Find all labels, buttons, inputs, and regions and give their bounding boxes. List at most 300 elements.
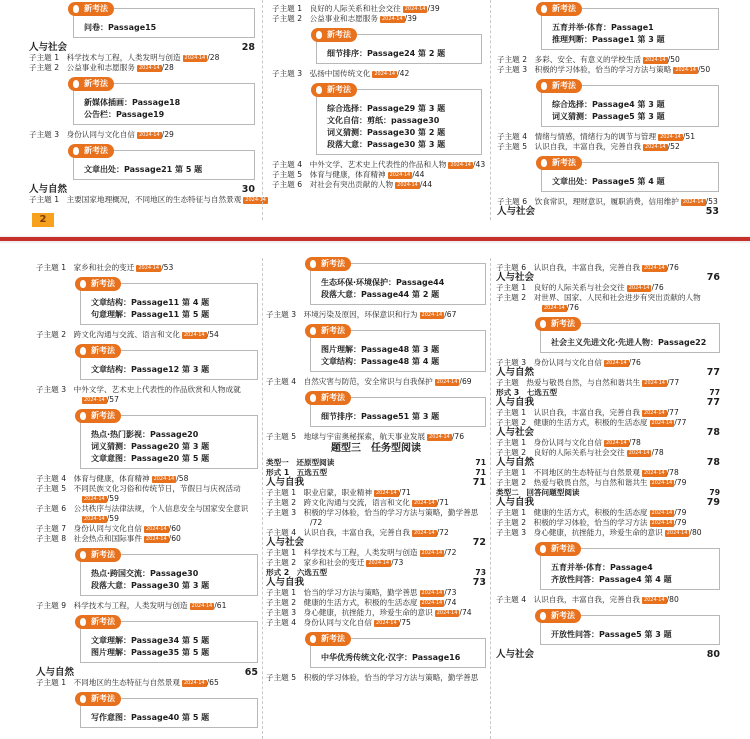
toc-section-entry (496, 273, 720, 283)
entry-page: 77 (706, 397, 720, 408)
entry-title: 子主题 1 职业启蒙，职业精神 (266, 488, 372, 497)
toc-topic-entry (496, 283, 720, 293)
toc-topic-entry (266, 618, 486, 628)
new-method-box (80, 411, 258, 469)
new-method-item: 文章结构：Passage48 第 4 题 (321, 357, 440, 366)
new-method-box (310, 393, 486, 427)
new-method-tag: 新考法 (536, 156, 582, 170)
exam-badge: 2024·14 (421, 311, 443, 318)
entry-title: 人与自我 (496, 397, 535, 408)
entry-title: 子主题 2 健康的生活方式，积极的生活态度 (266, 598, 418, 607)
new-method-box (541, 158, 719, 192)
entry-page: /50 (698, 65, 711, 74)
entry-page: /76 (451, 432, 465, 441)
new-method-tag: 新考法 (305, 324, 351, 338)
entry-page: 28 (241, 42, 255, 53)
new-method-box (80, 550, 258, 596)
exam-badge: 2024·14 (643, 409, 665, 416)
entry-title: 子主题 4 自然灾害与防范，安全常识与自我保护 (266, 377, 433, 386)
toc-page-bottom (0, 243, 750, 739)
entry-title: 子主题 5 不同民族文化习俗和传统节日，节假日与庆祝活动 (36, 484, 241, 493)
entry-title: 子主题 1 科学技术与工程，人类发明与创造 (266, 548, 418, 557)
new-method-item: 中华优秀传统文化·汉字：Passage16 (321, 653, 461, 662)
entry-title: 人与自然 (496, 367, 535, 378)
toc-topic-entry (36, 514, 258, 524)
new-method-tag: 新考法 (536, 2, 582, 16)
new-method-item: 综合选择：Passage4 第 3 题 (552, 100, 665, 109)
exam-badge: 2024·14 (436, 378, 458, 385)
entry-page: 30 (241, 184, 255, 195)
new-method-box (310, 634, 486, 668)
toc-topic-entry (29, 195, 266, 205)
exam-badge: 2024·14 (628, 284, 650, 291)
new-method-item: 五育并举·体育：Passage1 (552, 23, 654, 32)
toc-topic-entry (266, 588, 486, 598)
entry-page: /44 (412, 170, 425, 179)
toc-topic-entry (272, 4, 482, 14)
new-method-item: 细节排序：Passage24 第 2 题 (327, 49, 446, 58)
exam-badge: 2024·14 (138, 264, 160, 271)
new-method-box (80, 346, 258, 380)
entry-title: 类型二 回答问题型阅读 (496, 488, 580, 497)
entry-page: /77 (666, 408, 679, 417)
entry-title: 子主题 1 健康的生活方式，积极的生活态度 (496, 508, 648, 517)
entry-title: 子主题 1 恰当的学习方法与策略，勤学善思 (266, 588, 418, 597)
entry-page: /59 (106, 494, 119, 503)
new-method-item: 推理判断：Passage1 第 3 题 (552, 35, 665, 44)
new-method-tag: 新考法 (536, 79, 582, 93)
toc-topic-entry (497, 55, 719, 65)
entry-page: /80 (689, 528, 702, 537)
exam-badge: 2024·14 (675, 66, 696, 73)
new-method-box (316, 30, 482, 64)
toc-section-entry (266, 578, 486, 588)
entry-title: 子主题 6 认识自我，丰富自我，完善自我 (496, 263, 640, 272)
entry-title: 子主题 1 认识自我，丰富自我，完善自我 (496, 408, 640, 417)
new-method-tag: 新考法 (535, 317, 581, 331)
new-method-tag: 新考法 (311, 83, 357, 97)
exam-badge: 2024·14 (651, 519, 673, 526)
entry-title: 人与社会 (29, 42, 68, 53)
entry-title: 子主题 热爱与敬畏自然，与自然和谐共生 (496, 378, 641, 387)
toc-topic-entry (36, 474, 258, 484)
toc-topic-entry (497, 132, 719, 142)
new-method-item: 文章出处：Passage5 第 4 题 (552, 177, 665, 186)
entry-title: 子主题 5 认识自我，丰富自我，完善自我 (497, 142, 641, 151)
entry-title: 子主题 3 中外文学、艺术史上代表性的作品欣赏和人物成就 (36, 385, 241, 394)
new-method-box (540, 319, 720, 353)
entry-page: /57 (106, 395, 119, 404)
entry-title: 类型一 还原型阅读 (266, 458, 335, 467)
entry-title: 子主题 1 不同地区的生态特征与自然景观 (36, 678, 180, 687)
toc-topic-entry (36, 524, 258, 534)
entry-page: /58 (176, 474, 189, 483)
entry-title: 子主题 4 身份认同与文化自信 (266, 618, 372, 627)
new-method-box (540, 611, 720, 645)
toc-type-entry (266, 458, 486, 468)
entry-page: 71 (475, 468, 486, 477)
entry-page: 78 (706, 427, 720, 438)
column-divider (490, 258, 491, 739)
entry-title: 子主题 2 跨文化沟通与交流、语言和文化 (36, 330, 180, 339)
entry-title: 子主题 3 积极的学习体验，恰当的学习方法与策略 (497, 65, 672, 74)
toc-topic-entry (266, 432, 486, 442)
toc-column-3 (496, 263, 720, 660)
toc-topic-entry (496, 408, 720, 418)
entry-page: /73 (391, 558, 404, 567)
entry-page: /52 (667, 142, 680, 151)
entry-page: /76 (628, 358, 641, 367)
entry-page: 80 (706, 649, 720, 660)
toc-topic-entry (497, 142, 719, 152)
exam-badge: 2024·14 (651, 419, 673, 426)
entry-title: 子主题 6 公共秩序与法律法规，个人信息安全与国家安全意识 (36, 504, 249, 513)
toc-topic-entry (36, 534, 258, 544)
new-method-box (540, 544, 720, 590)
entry-page: 71 (475, 458, 486, 467)
toc-topic-entry (266, 498, 486, 508)
entry-title: 形式 3 七选五型 (496, 388, 558, 397)
exam-badge: 2024·14 (184, 54, 206, 61)
toc-topic-entry (496, 438, 720, 448)
entry-page: /59 (106, 514, 119, 523)
entry-page: /72 (444, 548, 457, 557)
toc-section-entry (496, 368, 720, 378)
new-method-tag: 新考法 (75, 409, 121, 423)
toc-topic-entry (496, 468, 720, 478)
new-method-tag: 新考法 (75, 615, 121, 629)
exam-badge: 2024·14 (404, 5, 426, 12)
exam-badge: 2024·14 (644, 56, 666, 63)
exam-badge: 2024·14 (421, 549, 443, 556)
exam-badge: 2024·14 (84, 515, 105, 522)
toc-topic-entry (266, 558, 486, 568)
toc-section-entry (36, 668, 258, 678)
entry-title: 子主题 2 对世界、国家、人民和社会进步有突出贡献的人物 (496, 293, 701, 302)
entry-page: /78 (666, 468, 679, 477)
new-method-item: 细节排序：Passage51 第 3 题 (321, 412, 440, 421)
entry-page: 79 (709, 488, 720, 497)
new-method-item: 词义猜测：Passage5 第 3 题 (552, 112, 665, 121)
exam-badge: 2024·14 (421, 599, 443, 606)
exam-badge: 2024·14 (138, 131, 160, 138)
entry-title: 子主题 1 科学技术与工程，人类发明与创造 (29, 53, 181, 62)
entry-page: /78 (628, 438, 641, 447)
new-method-item: 生态环保·环境保护：Passage44 (321, 278, 445, 287)
entry-page: /76 (666, 263, 679, 272)
entry-page: /67 (444, 310, 457, 319)
new-method-tag: 新考法 (75, 277, 121, 291)
entry-page: /60 (168, 534, 181, 543)
exam-badge: 2024·14 (84, 396, 105, 403)
new-method-item: 段落大意：Passage44 第 2 题 (321, 290, 440, 299)
entry-title: 子主题 4 体育与健康，体育精神 (36, 474, 150, 483)
toc-topic-entry (496, 595, 720, 605)
entry-title: 人与自我 (266, 477, 305, 488)
new-method-box (80, 694, 258, 728)
entry-title: 子主题 3 身份认同与文化自信 (496, 358, 602, 367)
toc-topic-entry (496, 303, 720, 313)
new-method-item: 词义猜测：Passage20 第 3 题 (91, 442, 210, 451)
entry-page: /72 (310, 518, 323, 527)
new-method-item: 文化自信：剪纸：passage30 (327, 116, 440, 125)
entry-title: 形式 1 五选五型 (266, 468, 328, 477)
entry-title: 子主题 3 身心健康，抗挫能力，珍爱生命的意识 (496, 528, 663, 537)
new-method-tag: 新考法 (305, 257, 351, 271)
toc-topic-entry (36, 330, 258, 340)
entry-page: /71 (436, 498, 449, 507)
entry-page: 53 (705, 206, 719, 217)
new-method-item: 文章结构：Passage11 第 4 题 (91, 298, 210, 307)
new-method-item: 开放性问答：Passage5 第 3 题 (551, 630, 672, 639)
entry-page: /28 (207, 53, 220, 62)
exam-badge: 2024·14 (643, 264, 665, 271)
exam-badge: 2024·14 (145, 525, 167, 532)
toc-topic-entry (29, 130, 255, 140)
new-method-item: 词义猜测：Passage30 第 2 题 (327, 128, 446, 137)
page-divider (0, 237, 750, 241)
entry-page: 73 (475, 568, 486, 577)
entry-title: 子主题 3 身份认同与文化自信 (29, 130, 135, 139)
exam-badge: 2024·14 (643, 596, 665, 603)
entry-title: 子主题 2 公益事业和志愿服务 (272, 14, 378, 23)
toc-topic-entry (36, 395, 258, 405)
toc-topic-entry (266, 673, 486, 683)
entry-title: 子主题 1 家乡和社会的变迁 (36, 263, 135, 272)
question-type-heading: 题型三 任务型阅读 (331, 443, 421, 454)
toc-topic-entry (36, 601, 258, 611)
new-method-tag: 新考法 (68, 2, 114, 16)
toc-topic-entry (29, 53, 255, 63)
entry-title: 子主题 2 热爱与敬畏自然，与自然和谐共生 (496, 478, 648, 487)
entry-title: 人与社会 (497, 206, 536, 217)
toc-topic-entry (496, 518, 720, 528)
new-method-item: 句意理解：Passage11 第 5 题 (91, 310, 210, 319)
entry-page: /60 (168, 524, 181, 533)
new-method-box (316, 85, 482, 155)
exam-badge: 2024·14 (450, 161, 471, 168)
toc-topic-entry (36, 678, 258, 688)
entry-title: 人与自我 (266, 577, 305, 588)
toc-topic-entry (29, 63, 255, 73)
entry-title: 子主题 2 公益事业和志愿服务 (29, 63, 135, 72)
new-method-item: 写作意图：Passage40 第 5 题 (91, 713, 210, 722)
toc-column-2 (272, 4, 486, 190)
exam-badge: 2024·14 (368, 559, 390, 566)
entry-title: 子主题 6 对社会有突出贡献的人物 (272, 180, 394, 189)
new-method-tag: 新考法 (535, 609, 581, 623)
entry-page: /28 (161, 63, 174, 72)
exam-badge: 2024·14 (375, 619, 397, 626)
toc-topic-entry (36, 504, 258, 514)
entry-title: 人与自然 (496, 457, 535, 468)
entry-title: 子主题 1 良好的人际关系与社会交往 (496, 283, 625, 292)
entry-title: 子主题 2 良好的人际关系与社会交往 (496, 448, 625, 457)
entry-page: 71 (472, 477, 486, 488)
new-method-item: 热点·热门影视：Passage20 (91, 430, 199, 439)
entry-page: /80 (666, 595, 679, 604)
new-method-tag: 新考法 (75, 548, 121, 562)
new-method-tag: 新考法 (305, 632, 351, 646)
entry-title: 子主题 9 科学技术与工程，人类发明与创造 (36, 601, 188, 610)
new-method-item: 文章结构：Passage12 第 3 题 (91, 365, 210, 374)
entry-title: 子主题 3 弘扬中国传统文化 (272, 69, 371, 78)
exam-badge: 2024·14 (183, 679, 205, 686)
entry-title: 人与自然 (29, 184, 68, 195)
toc-topic-entry (266, 608, 486, 618)
entry-title: 子主题 2 积极的学习体验，恰当的学习方法 (496, 518, 648, 527)
exam-badge: 2024·14 (628, 449, 650, 456)
new-method-tag: 新考法 (311, 28, 357, 42)
entry-page: /71 (398, 488, 411, 497)
new-method-tag: 新考法 (305, 391, 351, 405)
toc-page-top (0, 0, 750, 236)
exam-badge: 2024·14 (605, 439, 627, 446)
entry-page: 79 (706, 497, 720, 508)
exam-badge: 2024·14 (138, 64, 160, 71)
entry-title: 人与社会 (266, 537, 305, 548)
exam-badge: 2024·14 (651, 509, 673, 516)
toc-section-entry (496, 650, 720, 660)
entry-title: 子主题 4 中外文学、艺术史上代表性的作品和人物 (272, 160, 447, 169)
entry-title: 子主题 2 多彩、安全、有意义的学校生活 (497, 55, 641, 64)
entry-page: /53 (705, 197, 718, 206)
new-method-box (73, 4, 255, 38)
entry-page: /69 (459, 377, 472, 386)
entry-page: /72 (436, 528, 449, 537)
new-method-item: 图片理解：Passage35 第 5 题 (91, 648, 210, 657)
entry-page: 77 (709, 388, 720, 397)
toc-column-1 (36, 263, 258, 733)
new-method-item: 五育并举·体育：Passage4 (551, 563, 653, 572)
exam-badge: 2024·14 (643, 469, 665, 476)
entry-title: 形式 2 六选五型 (266, 568, 328, 577)
entry-title: 子主题 5 体育与健康，体育精神 (272, 170, 386, 179)
entry-page: /44 (419, 180, 433, 189)
entry-title: 子主题 3 积极的学习体验，恰当的学习方法与策略，勤学善思 (266, 508, 479, 517)
toc-topic-entry (496, 478, 720, 488)
entry-title: 子主题 1 良好的人际关系和社会交往 (272, 4, 401, 13)
toc-topic-entry (36, 263, 258, 273)
entry-title: 子主题 2 健康的生活方式，积极的生活态度 (496, 418, 648, 427)
toc-section-entry (29, 185, 255, 195)
entry-page: /54 (206, 330, 219, 339)
toc-topic-entry (496, 528, 720, 538)
entry-page: /50 (667, 55, 680, 64)
entry-page: /53 (161, 263, 174, 272)
new-method-item: 文章理解：Passage34 第 5 题 (91, 636, 210, 645)
new-method-box (80, 617, 258, 663)
toc-topic-entry (272, 14, 482, 24)
entry-title: 人与自我 (496, 497, 535, 508)
exam-badge: 2024·14 (644, 379, 665, 386)
entry-page: /29 (161, 130, 174, 139)
entry-title: 子主题 1 不同地区的生态特征与自然景观 (496, 468, 640, 477)
new-method-item: 社会主义先进文化·先进人物：Passage22 (551, 338, 707, 347)
column-divider (262, 258, 263, 739)
entry-title: 子主题 1 身份认同与文化自信 (496, 438, 602, 447)
toc-topic-entry (266, 508, 486, 518)
column-divider (490, 0, 491, 220)
new-method-item: 综合选择：Passage29 第 3 题 (327, 104, 446, 113)
entry-page: /74 (444, 598, 457, 607)
exam-badge: 2024·14 (153, 475, 175, 482)
exam-badge: 2024·14 (651, 479, 673, 486)
exam-badge: 2024·14 (397, 181, 418, 188)
entry-title: 子主题 3 环境污染及原因，环保意识和行为 (266, 310, 418, 319)
entry-title: 子主题 8 社会热点和国际事件 (36, 534, 142, 543)
entry-title: 子主题 5 地球与宇宙奥秘探索，航天事业发展 (266, 432, 426, 441)
toc-section-entry (496, 398, 720, 408)
exam-badge: 2024·14 (544, 304, 565, 311)
exam-badge: 2024·14 (191, 602, 213, 609)
entry-page: 78 (706, 457, 720, 468)
new-method-item: 段落大意：Passage30 第 3 题 (91, 581, 210, 590)
page-number: 2 (32, 213, 54, 227)
toc-topic-entry (36, 385, 258, 395)
entry-page: /79 (674, 518, 687, 527)
new-method-box (73, 146, 255, 180)
entry-page: /39 (427, 4, 440, 13)
toc-topic-entry (272, 170, 482, 180)
entry-page: /43 (473, 160, 486, 169)
entry-page: /42 (397, 69, 410, 78)
entry-title: 子主题 5 积极的学习体验，恰当的学习方法与策略，勤学善思 (266, 673, 479, 682)
exam-badge: 2024·14 (183, 331, 205, 338)
entry-page: /65 (206, 678, 219, 687)
toc-topic-entry (496, 293, 720, 303)
toc-topic-entry (496, 378, 720, 388)
entry-title: 子主题 2 跨文化沟通与交流，语言和文化 (266, 498, 410, 507)
toc-topic-entry (272, 180, 482, 190)
exam-badge: 2024·14 (436, 609, 458, 616)
toc-topic-entry (266, 548, 486, 558)
entry-page: 65 (244, 667, 258, 678)
toc-section-entry (266, 478, 486, 488)
entry-title: 子主题 2 家乡和社会的变迁 (266, 558, 365, 567)
toc-section-entry (497, 207, 719, 217)
new-method-box (80, 279, 258, 325)
entry-title: 人与社会 (496, 272, 535, 283)
new-method-item: 图片理解：Passage48 第 3 题 (321, 345, 440, 354)
exam-badge: 2024·14 (413, 499, 435, 506)
entry-title: 子主题 4 认识自我，丰富自我，完善自我 (266, 528, 410, 537)
exam-badge: 2024·14 (84, 495, 105, 502)
entry-page: /76 (651, 283, 664, 292)
toc-column-3 (497, 0, 719, 217)
new-method-tag: 新考法 (68, 144, 114, 158)
exam-badge: 2024·14 (389, 171, 411, 178)
toc-topic-entry (266, 518, 486, 528)
exam-badge: 2024·14 (429, 433, 450, 440)
exam-badge: 2024·14 (666, 529, 688, 536)
entry-title: 子主题 1 主要国家地理概况，不同地区的生态特征与自然景观 (29, 195, 242, 204)
toc-topic-entry (272, 69, 482, 79)
new-method-item: 热点·跨国交流：Passage30 (91, 569, 199, 578)
exam-badge: 2024·14 (245, 196, 266, 203)
new-method-box (310, 259, 486, 305)
entry-page: /74 (459, 608, 472, 617)
entry-page: 76 (706, 272, 720, 283)
new-method-box (541, 81, 719, 127)
toc-topic-entry (266, 310, 486, 320)
exam-badge: 2024·14 (605, 359, 627, 366)
exam-badge: 2024·14 (682, 198, 704, 205)
entry-title: 子主题 7 身份认同与文化自信 (36, 524, 142, 533)
toc-section-entry (496, 498, 720, 508)
toc-topic-entry (266, 598, 486, 608)
entry-page: /76 (566, 303, 579, 312)
